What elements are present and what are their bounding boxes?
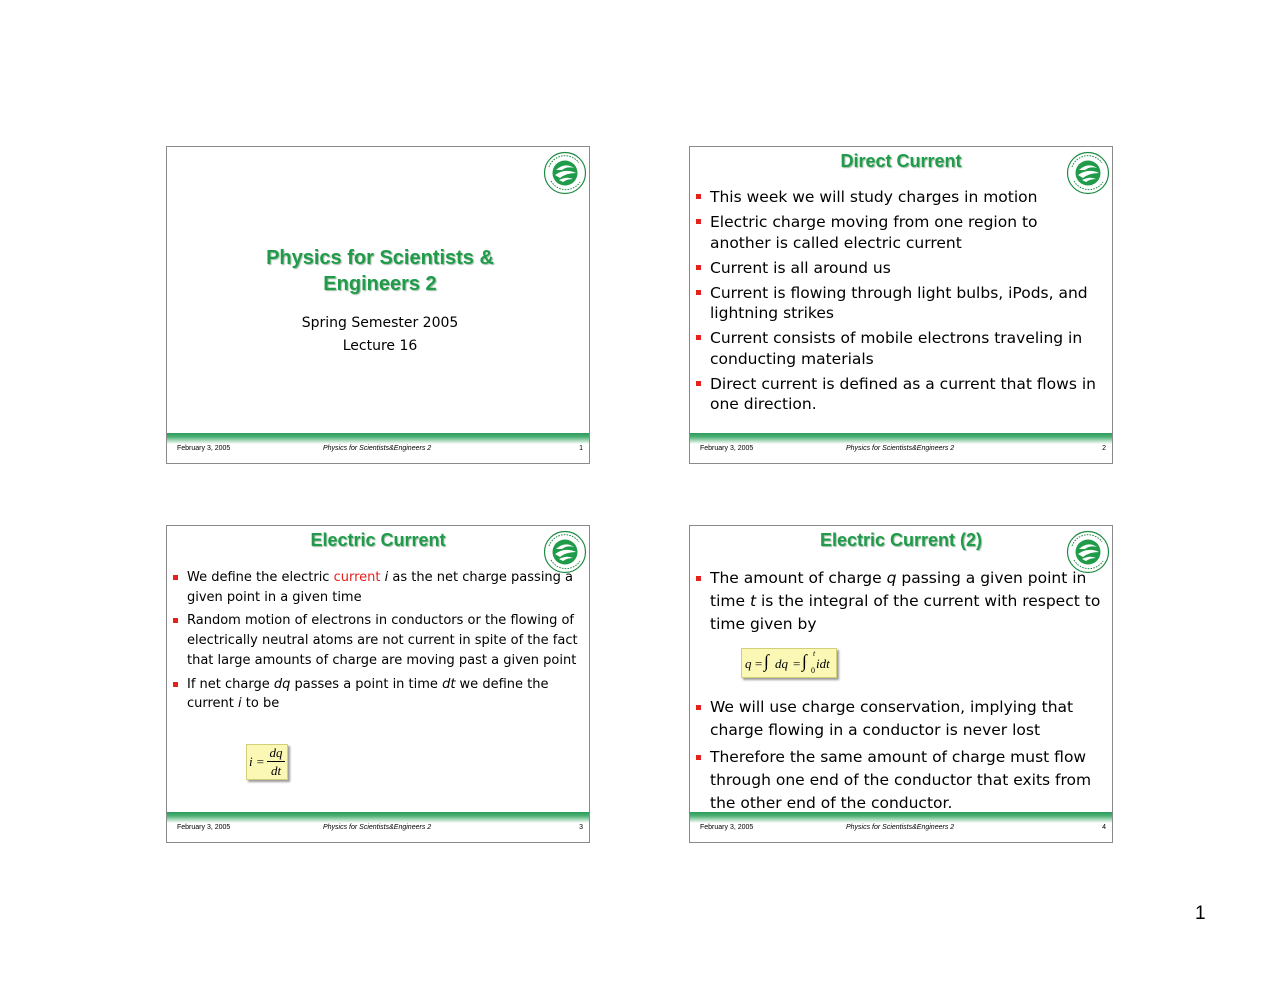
footer-course: Physics for Scientists&Engineers 2	[846, 824, 955, 831]
bullet-list	[690, 567, 1102, 636]
slide-3	[166, 525, 590, 843]
slide-footer	[167, 433, 589, 463]
bullet-item: This week we will study charges in motion	[690, 187, 1102, 208]
slide-footer	[167, 812, 589, 842]
semester-text: Spring Semester 2005	[301, 315, 459, 331]
integral-equation: q = ∫ dq = ∫ t 0 idt	[741, 648, 837, 678]
title-line-1: Physics for Scientists &	[266, 247, 494, 269]
current-equation: i = dq dt	[246, 744, 288, 780]
slide-title: Electric Current (2)	[819, 530, 983, 550]
bullet-list	[690, 187, 1102, 419]
bullet-item: Direct current is defined as a current that flows in one direction.	[690, 374, 1102, 415]
bullet-list	[690, 696, 1102, 815]
slide-footer	[690, 812, 1112, 842]
footer-date: February 3, 2005	[700, 445, 754, 452]
footer-date: February 3, 2005	[177, 824, 231, 831]
slide-footer	[690, 433, 1112, 463]
slide-number: 1	[579, 445, 583, 452]
bullet-item: If net charge dq passes a point in time dt we define the current i to be	[167, 675, 579, 714]
bullet-item: Electric charge moving from one region to another is called electric current	[690, 212, 1102, 253]
slide-number: 4	[1102, 824, 1106, 831]
slide-1	[166, 146, 590, 464]
slide-number: 3	[579, 824, 583, 831]
slide-4	[689, 525, 1113, 843]
bullet-item: We define the electric current i as the net charge passing a given point in a given time	[167, 568, 579, 607]
bullet-item: Random motion of electrons in conductors or the flowing of electrically neutral atoms are not current in spite of the fact that large amounts of charge are moving past a given point	[167, 611, 579, 670]
bullet-item: Current consists of mobile electrons traveling in conducting materials	[690, 328, 1102, 369]
footer-course: Physics for Scientists&Engineers 2	[846, 445, 955, 452]
lecture-text: Lecture 16	[342, 338, 418, 354]
highlight-term: current	[333, 570, 381, 585]
footer-course: Physics for Scientists&Engineers 2	[323, 824, 432, 831]
slide-number: 2	[1102, 445, 1106, 452]
footer-date: February 3, 2005	[700, 824, 754, 831]
slide-title: Direct Current	[840, 151, 962, 171]
bullet-item: Current is flowing through light bulbs, iPods, and lightning strikes	[690, 283, 1102, 324]
slide-2	[689, 146, 1113, 464]
title-line-2: Engineers 2	[323, 273, 437, 295]
bullet-item: The amount of charge q passing a given point in time t is the integral of the current with respect to time given by	[690, 567, 1102, 636]
page-number: 1	[1195, 903, 1206, 924]
bullet-item: Therefore the same amount of charge must flow through one end of the conductor that exits from the other end of the conductor.	[690, 746, 1102, 815]
slide-title	[207, 245, 553, 297]
bullet-item: Current is all around us	[690, 258, 1102, 279]
bullet-list	[167, 568, 579, 718]
bullet-item: We will use charge conservation, implying that charge flowing in a conductor is never lost	[690, 696, 1102, 742]
footer-date: February 3, 2005	[177, 445, 231, 452]
footer-course: Physics for Scientists&Engineers 2	[323, 445, 432, 452]
university-seal-icon	[543, 151, 587, 195]
slide-title: Electric Current	[310, 530, 446, 550]
